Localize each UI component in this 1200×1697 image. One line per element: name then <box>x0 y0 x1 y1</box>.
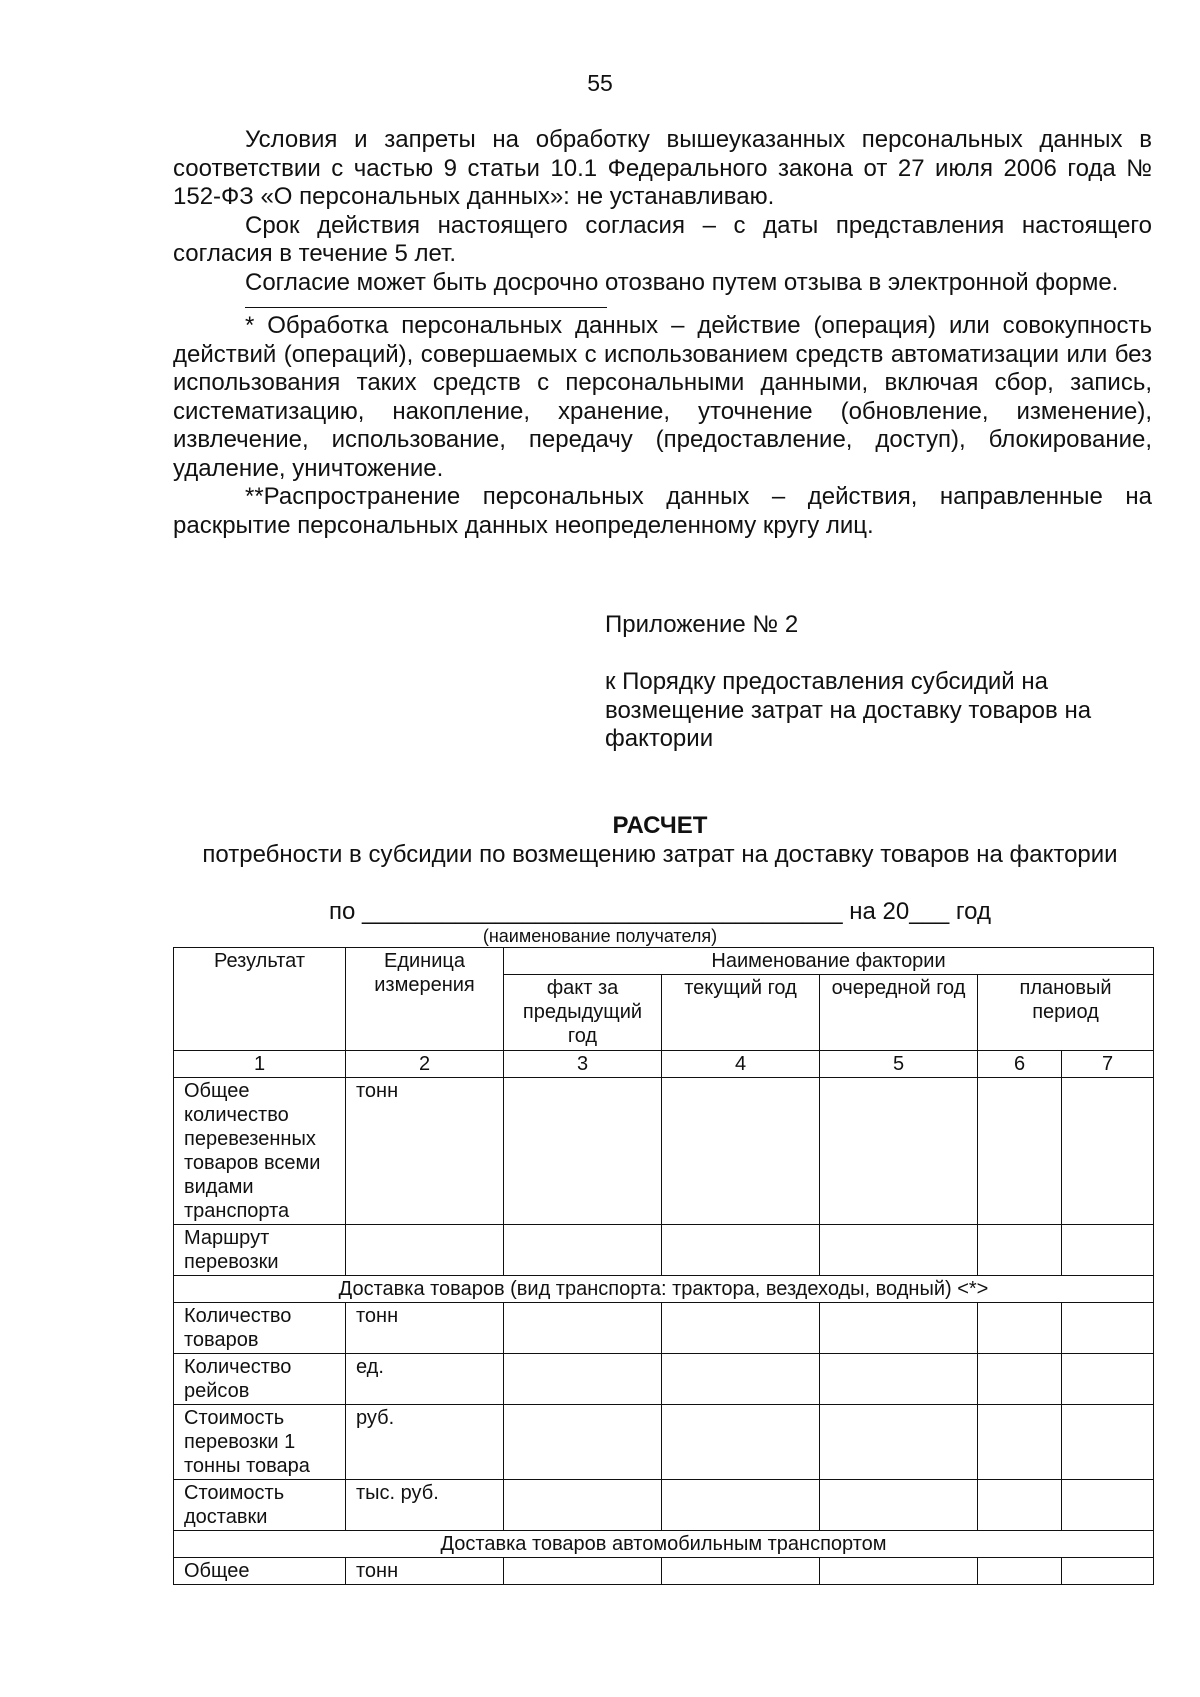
calculation-table <box>173 947 1154 1585</box>
table-row <box>174 1480 1154 1531</box>
row-unit: руб. <box>346 1405 504 1480</box>
value-cell[interactable] <box>820 1078 978 1225</box>
value-cell[interactable] <box>662 1480 820 1531</box>
page-number: 55 <box>587 70 613 96</box>
row-label: Количество товаров <box>174 1303 346 1354</box>
value-cell[interactable] <box>504 1558 662 1585</box>
header-planned-period: плановый период <box>978 975 1154 1051</box>
row-unit: тонн <box>346 1558 504 1585</box>
value-cell[interactable] <box>504 1303 662 1354</box>
po-prefix: по <box>329 898 356 925</box>
col-number: 5 <box>820 1051 978 1078</box>
value-cell[interactable] <box>662 1225 820 1276</box>
value-cell[interactable] <box>504 1225 662 1276</box>
value-cell[interactable] <box>820 1225 978 1276</box>
paragraph-term: Срок действия настоящего согласия – с даты представления настоящего согласия в течение 5 лет. <box>173 211 1152 267</box>
footnote-distribution: **Распространение персональных данных – действия, направленные на раскрытие персональных данных неопределенному кругу лиц. <box>173 483 1152 539</box>
column-numbers-row <box>174 1051 1154 1078</box>
value-cell[interactable] <box>978 1405 1062 1480</box>
appendix-reference: к Порядку предоставления субсидий на возмещение затрат на доставку товаров на фактории <box>605 668 1092 752</box>
section-title-other-transport: Доставка товаров (вид транспорта: трактора, вездеходы, водный) <*> <box>174 1276 1154 1303</box>
row-label: Количество рейсов <box>174 1354 346 1405</box>
row-label: Общее количество перевезенных товаров всеми видами транспорта <box>174 1078 346 1225</box>
year-text: на 20___ год <box>849 898 991 925</box>
value-cell[interactable] <box>662 1354 820 1405</box>
section-title-auto-transport: Доставка товаров автомобильным транспортом <box>174 1531 1154 1558</box>
col-number: 7 <box>1062 1051 1154 1078</box>
value-cell[interactable] <box>978 1078 1062 1225</box>
header-current-year: текущий год <box>662 975 820 1051</box>
row-label: Общее <box>174 1558 346 1585</box>
row-unit: тыс. руб. <box>346 1480 504 1531</box>
paragraph-conditions: Условия и запреты на обработку вышеуказанных персональных данных в соответствии с частью 9 статьи 10.1 Федерального закона от 27 июля 2006 года № 152-ФЗ «О персональных данных»: не устанавливаю. <box>173 126 1152 210</box>
col-number: 3 <box>504 1051 662 1078</box>
col-number: 2 <box>346 1051 504 1078</box>
recipient-blank: ____________________________________ <box>362 898 843 925</box>
recipient-caption: (наименование получателя) <box>482 926 718 946</box>
header-row <box>174 948 1154 975</box>
value-cell[interactable] <box>978 1354 1062 1405</box>
recipient-line <box>160 898 1160 926</box>
col-number: 4 <box>662 1051 820 1078</box>
row-label: Маршрут перевозки <box>174 1225 346 1276</box>
col-number: 1 <box>174 1051 346 1078</box>
value-cell[interactable] <box>662 1078 820 1225</box>
table-row <box>174 1225 1154 1276</box>
value-cell[interactable] <box>1062 1303 1154 1354</box>
value-cell[interactable] <box>1062 1225 1154 1276</box>
row-unit: ед. <box>346 1354 504 1405</box>
header-prev-fact: факт за предыдущий год <box>504 975 662 1051</box>
value-cell[interactable] <box>1062 1078 1154 1225</box>
header-next-year: очередной год <box>820 975 978 1051</box>
value-cell[interactable] <box>820 1405 978 1480</box>
row-label: Стоимость доставки <box>174 1480 346 1531</box>
table-row <box>174 1558 1154 1585</box>
value-cell[interactable] <box>662 1558 820 1585</box>
value-cell[interactable] <box>662 1405 820 1480</box>
value-cell[interactable] <box>504 1405 662 1480</box>
value-cell[interactable] <box>978 1480 1062 1531</box>
footnote-separator <box>245 307 607 308</box>
value-cell[interactable] <box>662 1303 820 1354</box>
table-row <box>174 1354 1154 1405</box>
document-title: РАСЧЕТ <box>612 812 708 839</box>
value-cell[interactable] <box>1062 1558 1154 1585</box>
table-row <box>174 1303 1154 1354</box>
value-cell[interactable] <box>1062 1354 1154 1405</box>
appendix-number: Приложение № 2 <box>605 611 799 638</box>
header-result: Результат <box>174 948 346 1051</box>
paragraph-revocation: Согласие может быть досрочно отозвано путем отзыва в электронной форме. <box>245 268 1119 296</box>
value-cell[interactable] <box>978 1558 1062 1585</box>
footnote-processing: * Обработка персональных данных – действие (операция) или совокупность действий (операций), совершаемых с использованием средств автоматизации или без использования таких средств с персональными данными, включая сбор, запись, систематизацию, накопление, хранение, уточнение (обновление, изменение), извлечение, использование, передачу (предоставление, доступ), блокирование, удаление, уничтожение. <box>173 312 1152 482</box>
document-subtitle: потребности в субсидии по возмещению затрат на доставку товаров на фактории <box>202 841 1118 868</box>
section-row <box>174 1531 1154 1558</box>
value-cell[interactable] <box>820 1354 978 1405</box>
value-cell[interactable] <box>504 1354 662 1405</box>
value-cell[interactable] <box>504 1480 662 1531</box>
value-cell[interactable] <box>978 1303 1062 1354</box>
row-unit: тонн <box>346 1078 504 1225</box>
table-row <box>174 1405 1154 1480</box>
row-label: Стоимость перевозки 1 тонны товара <box>174 1405 346 1480</box>
row-unit: тонн <box>346 1303 504 1354</box>
value-cell[interactable] <box>978 1225 1062 1276</box>
header-unit: Единица измерения <box>346 948 504 1051</box>
value-cell[interactable] <box>1062 1405 1154 1480</box>
consent-text <box>173 126 1152 540</box>
value-cell[interactable] <box>820 1303 978 1354</box>
row-unit <box>346 1225 504 1276</box>
header-factory: Наименование фактории <box>504 948 1154 975</box>
value-cell[interactable] <box>1062 1480 1154 1531</box>
value-cell[interactable] <box>820 1480 978 1531</box>
col-number: 6 <box>978 1051 1062 1078</box>
table-row <box>174 1078 1154 1225</box>
value-cell[interactable] <box>504 1078 662 1225</box>
section-row <box>174 1276 1154 1303</box>
value-cell[interactable] <box>820 1558 978 1585</box>
